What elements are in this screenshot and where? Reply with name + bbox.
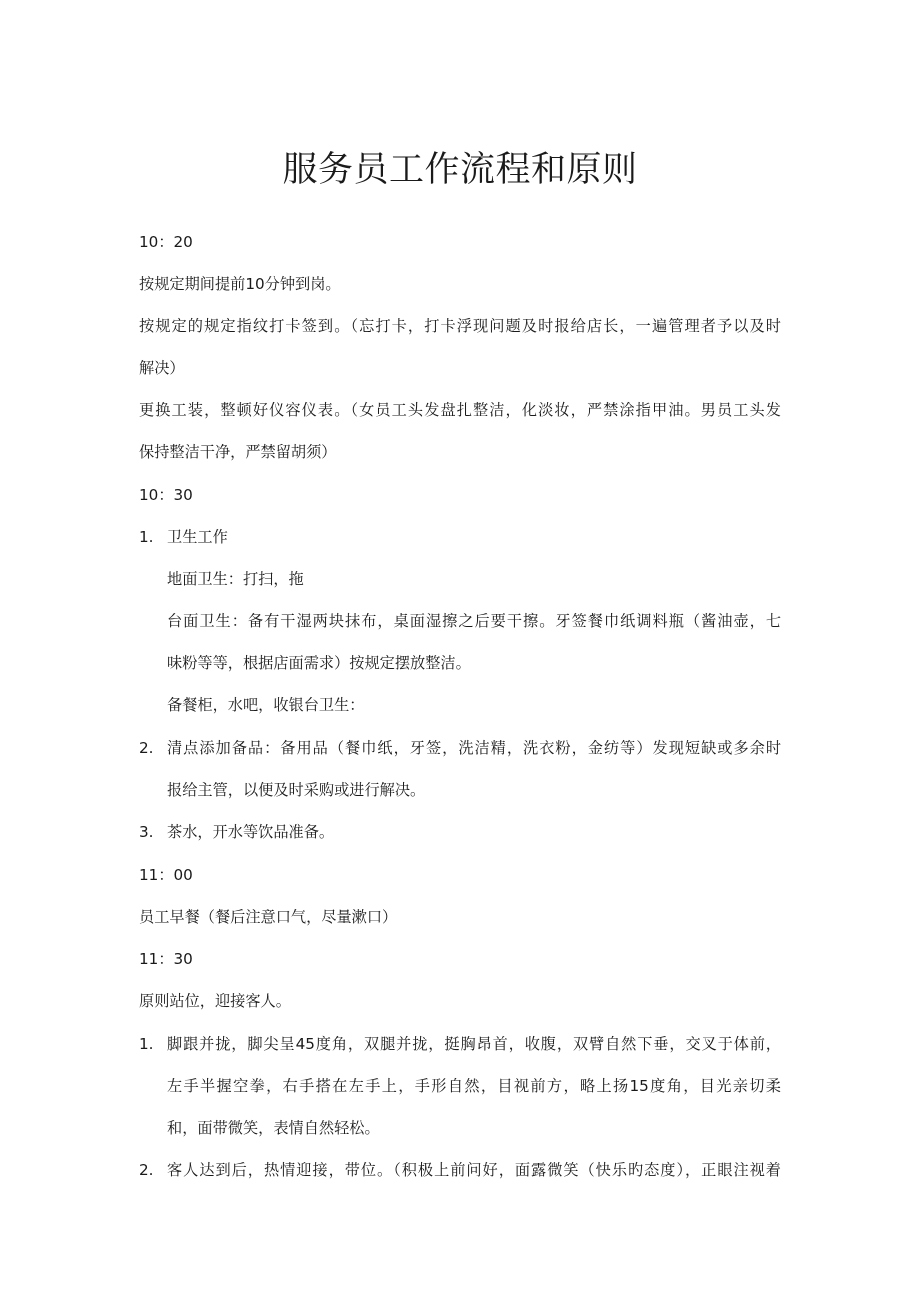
list-item-hygiene: 卫生工作 — [167, 528, 228, 546]
time-heading-1130: 11：30 — [139, 950, 193, 968]
list-item-posture-line1: 脚跟并拢，脚尖呈45度角，双腿并拢，挺胸昂首，收腹，双臂自然下垂，交叉于体前， — [167, 1035, 781, 1053]
list-item-supplies-line2: 报给主管，以便及时采购或进行解决。 — [167, 781, 426, 799]
list-subitem-cabinet: 备餐柜，水吧，收银台卫生： — [167, 696, 365, 714]
time-heading-1030: 10：30 — [139, 486, 193, 504]
list-item-drinks: 茶水，开水等饮品准备。 — [167, 823, 335, 841]
list-number: 3. — [139, 823, 154, 841]
list-item-posture-line3: 和，面带微笑，表情自然轻松。 — [167, 1119, 380, 1137]
list-item-greeting-line1: 客人达到后，热情迎接，带位。（积极上前问好，面露微笑（快乐旳态度），正眼注视着 — [167, 1161, 781, 1179]
list-number: 2. — [139, 1161, 154, 1179]
paragraph-stand: 原则站位，迎接客人。 — [139, 992, 291, 1010]
document-title: 服务员工作流程和原则 — [282, 150, 638, 190]
paragraph-checkin-line1: 按规定的规定指纹打卡签到。（忘打卡，打卡浮现问题及时报给店长，一遍管理者予以及时 — [139, 317, 781, 335]
list-subitem-counter-line1: 台面卫生：备有干湿两块抹布，桌面湿擦之后要干擦。牙签餐巾纸调料瓶（酱油壶，七 — [167, 612, 781, 630]
list-item-supplies-line1: 清点添加备品：备用品（餐巾纸，牙签，洗洁精，洗衣粉，金纺等）发现短缺或多余时 — [167, 739, 781, 757]
list-item-posture-line2: 左手半握空拳，右手搭在左手上，手形自然，目视前方，略上扬15度角，目光亲切柔 — [167, 1077, 781, 1095]
list-number: 1. — [139, 528, 154, 546]
list-number: 2. — [139, 739, 154, 757]
paragraph-checkin-line2: 解决） — [139, 359, 185, 377]
list-subitem-floor: 地面卫生：打扫，拖 — [167, 570, 304, 588]
list-number: 1. — [139, 1035, 154, 1053]
list-subitem-counter-line2: 味粉等等，根据店面需求）按规定摆放整洁。 — [167, 654, 471, 672]
time-heading-1020: 10：20 — [139, 233, 193, 251]
paragraph-uniform-line1: 更换工装，整顿好仪容仪表。（女员工头发盘扎整洁，化淡妆，严禁涂指甲油。男员工头发 — [139, 401, 781, 419]
paragraph-arrive: 按规定期间提前10分钟到岗。 — [139, 275, 341, 293]
paragraph-breakfast: 员工早餐（餐后注意口气，尽量漱口） — [139, 908, 398, 926]
time-heading-1100: 11：00 — [139, 866, 193, 884]
paragraph-uniform-line2: 保持整洁干净，严禁留胡须） — [139, 443, 337, 461]
